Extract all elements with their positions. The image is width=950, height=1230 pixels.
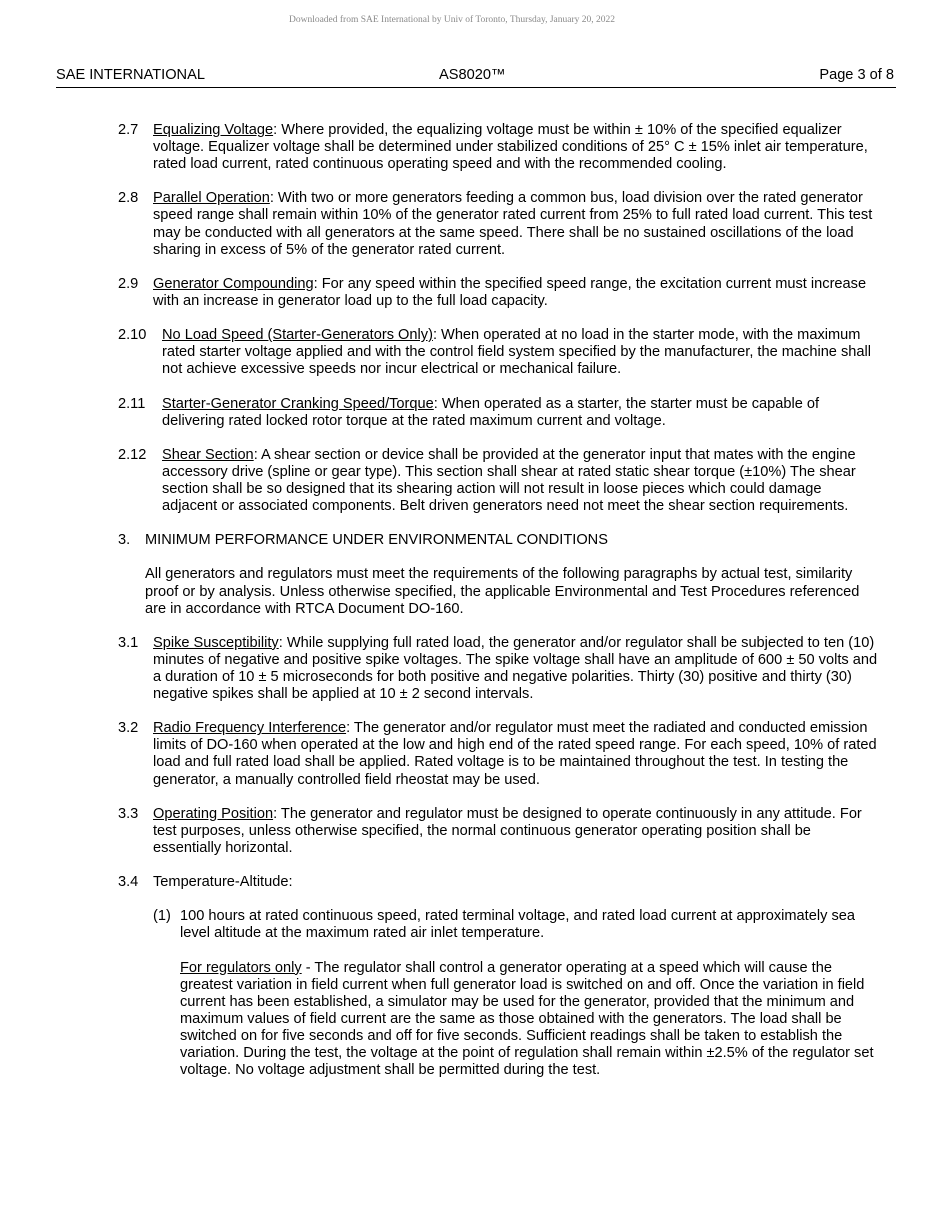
section-title: Starter-Generator Cranking Speed/Torque (162, 395, 434, 412)
section-3-intro (118, 566, 878, 617)
item-text: 100 hours at rated continuous speed, rated terminal voltage, and rated load current at approximately sea level altitude at the maximum rated air inlet temperature. (180, 908, 855, 942)
section-intro-text: All generators and regulators must meet the requirements of the following paragraphs by actual test, similarity proof or by analysis. Unless otherwise specified, the applicable Environmental and Test Procedures referenced are in accordance with RTCA Document DO-160. (145, 566, 860, 617)
section-text: : A shear section or device shall be provided at the generator input that mates with the engine accessory drive (spline or gear type). This section shall shear at rated static shear torque (±10%) The shear section shall be so designed that its shearing action will not result in loose pieces which could damage adjacent or associated components. Belt driven generators need not meet the shear section requirements. (162, 446, 856, 515)
section-3-2 (118, 720, 878, 788)
section-number: 3.3 (118, 805, 139, 822)
section-text: : For any speed within the specified speed range, the excitation current must increase with an increase in generator load up to the full load capacity. (153, 275, 867, 309)
section-2-10 (118, 327, 878, 378)
section-3-heading (118, 532, 878, 549)
section-title: No Load Speed (Starter-Generators Only) (162, 327, 433, 344)
section-text: : With two or more generators feeding a common bus, load division over the rated generator speed range shall remain within 10% of the generator rated current from 25% to full rated load current. This test may be conducted with all generators at the same speed. There shall be no sustained oscillations of the load sharing in excess of 5% of the generator rated current. (153, 190, 873, 258)
section-title: Shear Section (162, 446, 254, 463)
section-text: : Where provided, the equalizing voltage must be within ± 10% of the specified equalizer voltage. Equalizer voltage shall be determined under stabilized conditions of 25° C ± 15% inlet air temperature, rated load current, rated continuous operating speed and with the recommended cooling. (153, 122, 868, 173)
section-title: Operating Position (153, 805, 274, 822)
section-title: Spike Susceptibility (153, 634, 279, 651)
page-header (56, 67, 896, 88)
section-3-1 (118, 635, 878, 703)
regulators-text: - The regulator shall control a generator operating at a speed which will cause the greatest variation in field current when full generator load is switched on and off. Once the variation in field current has been established, a simulator may be used for the generator, provided that the minimum and maximum values of field current are the same as those obtained with the generators. The load shall be switched on for five seconds and off for five seconds. Sufficient readings shall be taken to establish the variation. During the test, the voltage at the point of regulation shall remain within ±2.5% of the regulator set voltage. No voltage adjustment shall be permitted during the test. (180, 959, 874, 1079)
section-3-4-item-1 (118, 908, 878, 942)
section-heading: MINIMUM PERFORMANCE UNDER ENVIRONMENTAL CONDITIONS (145, 532, 608, 549)
header-doc-number: AS8020™ (439, 67, 506, 83)
section-title: Equalizing Voltage (153, 122, 274, 138)
section-number: 2.7 (118, 122, 139, 138)
section-2-8 (118, 190, 878, 258)
section-2-9 (118, 276, 878, 310)
regulators-only-paragraph (118, 960, 878, 1080)
section-title: Parallel Operation (153, 190, 270, 207)
header-org: SAE INTERNATIONAL (56, 67, 205, 83)
section-3-3 (118, 806, 878, 857)
section-text: : When operated at no load in the starter mode, with the maximum rated starter voltage applied and with the control field system specified by the manufacturer, the machine shall not achieve excessive speeds nor incur electrical or mechanical failure. (162, 327, 871, 378)
section-title: Radio Frequency Interference (153, 720, 347, 737)
section-number: 2.10 (118, 327, 147, 344)
section-heading: Temperature-Altitude: (153, 874, 293, 891)
section-2-11 (118, 396, 878, 430)
section-2-12 (118, 447, 878, 515)
regulators-title: For regulators only (180, 959, 302, 976)
section-number: 3.4 (118, 874, 139, 891)
section-number: 3. (118, 532, 131, 549)
section-text: : The generator and/or regulator must meet the radiated and conducted emission limits of DO-160 when operated at the low and high end of the rated speed range. For each speed, 10% of rated load and full rated load shall be applied. Rated voltage is to be maintained throughout the test. In testing the generator, a manually controlled field rheostat may be used. (153, 720, 877, 788)
download-watermark: Downloaded from SAE International by Univ of Toronto, Thursday, January 20, 2022 (288, 15, 616, 25)
header-page-number: Page 3 of 8 (819, 67, 894, 83)
item-number: (1) (153, 908, 171, 925)
section-3-4 (118, 874, 878, 891)
section-text: : While supplying full rated load, the generator and/or regulator shall be subjected to ten (10) minutes of negative and positive spike voltages. The spike voltage shall have an amplitude of 600 ± 50 volts and a duration of 10 ± 5 microseconds for both positive and negative polarities. Thirty (30) positive and thirty (30) negative spikes shall be applied at 10 ± 2 second intervals. (153, 634, 878, 703)
section-number: 2.8 (118, 190, 139, 207)
section-title: Generator Compounding (153, 275, 314, 292)
section-number: 2.9 (118, 275, 139, 292)
section-number: 2.11 (118, 395, 146, 412)
section-text: : The generator and regulator must be designed to operate continuously in any attitude. For test purposes, unless otherwise specified, the normal continuous generator operating position shall be essentially horizontal. (153, 805, 862, 856)
section-text: : When operated as a starter, the starter must be capable of delivering rated locked rotor torque at the rated maximum current and voltage. (162, 395, 820, 429)
section-number: 3.2 (118, 720, 139, 737)
document-body (118, 122, 878, 1096)
section-number: 2.12 (118, 446, 147, 463)
section-2-7 (118, 122, 878, 173)
section-number: 3.1 (118, 634, 139, 651)
